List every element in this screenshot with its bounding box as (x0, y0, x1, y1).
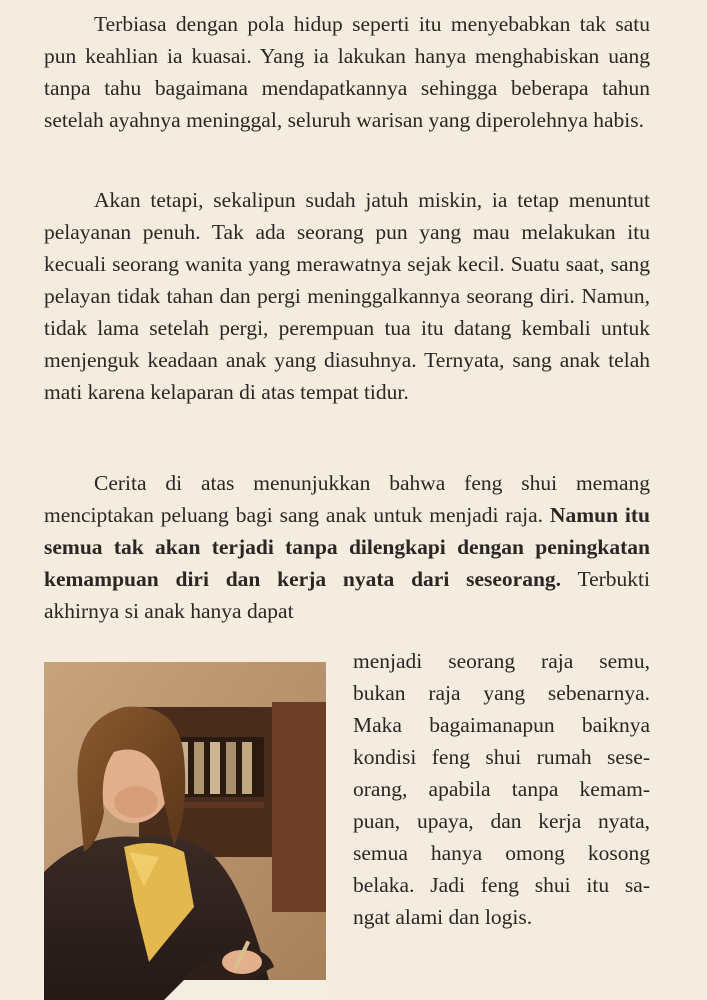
paragraph-3-bold: Namun itu semua tak akan terjadi tanpa dilengkapi dengan peningkatan kemampuan diri dan kerja nyata dari seseorang. (44, 503, 651, 591)
text-line: semua hanya omong kosong (353, 841, 650, 865)
text-line: puan, upaya, dan kerja nyata, (353, 809, 650, 833)
text-line: menjadi seorang raja semu, (353, 649, 650, 673)
paragraph-2: Akan tetapi, sekalipun sudah jatuh miskin, ia tetap menuntut pelayanan penuh. Tak ada seorang pun yang mau melakukan itu kecuali seorang wanita yang merawatnya sejak kecil. Suatu saat, sang pelayan tidak tahan dan pergi meninggalkannya seorang diri. Namun, tidak lama setelah pergi, perempuan tua itu datang kembali untuk menjenguk keadaan anak yang diasuhnya. Ternyata, sang anak telah mati karena kelaparan di atas tempat tidur. (44, 188, 650, 404)
text-line: bukan raja yang sebenarnya. (353, 681, 650, 705)
text-line: Maka bagaimanapun baiknya (353, 713, 650, 737)
text-line: kondisi feng shui rumah sese- (353, 745, 650, 769)
photo-illustration (44, 662, 326, 1000)
text-line: orang, apabila tanpa kemam- (353, 777, 650, 801)
paragraph-3-continued (353, 645, 650, 933)
paragraph-1: Terbiasa dengan pola hidup seperti itu menyebabkan tak satu pun keahlian ia kuasai. Yang ia lakukan hanya menghabiskan uang tanpa tahu bagaimana mendapatkannya sehingga beberapa tahun setelah ayahnya meninggal, seluruh warisan yang diperolehnya habis. (44, 12, 650, 132)
photo-woman-writing (44, 662, 326, 1000)
text-line: ngat alami dan logis. (353, 905, 533, 929)
paragraph-3 (44, 467, 650, 627)
paragraph-3-start: Cerita di atas menunjukkan bahwa feng shui memang menciptakan peluang bagi sang anak untuk menjadi raja. (44, 471, 650, 527)
paragraph-3-end: Terbukti akhirnya si anak hanya dapat (44, 567, 650, 623)
text-line: belaka. Jadi feng shui itu sa- (353, 873, 650, 897)
